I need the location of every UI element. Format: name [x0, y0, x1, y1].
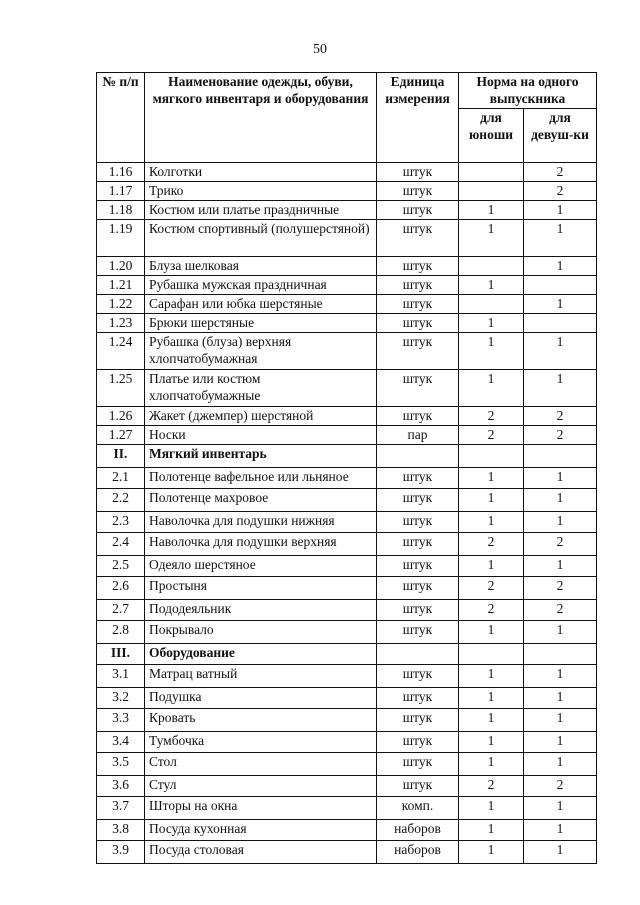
cell-norm-girls: 2: [524, 426, 597, 445]
cell-number: 3.1: [97, 665, 145, 688]
cell-item-name: Тумбочка: [145, 732, 377, 753]
cell-unit: штук: [377, 688, 459, 709]
cell-unit: [377, 445, 459, 468]
cell-norm-boys: 1: [459, 468, 524, 489]
cell-norm-boys: 2: [459, 776, 524, 797]
cell-norm-girls: 2: [524, 776, 597, 797]
cell-item-name: Шторы на окна: [145, 797, 377, 820]
cell-number: 1.18: [97, 201, 145, 220]
table-row: [97, 489, 597, 512]
header-unit: Единица измерения: [377, 73, 459, 163]
table-row: [97, 512, 597, 533]
cell-item-name: Наволочка для подушки верхняя: [145, 533, 377, 556]
cell-item-name: Стул: [145, 776, 377, 797]
cell-item-name: Одеяло шерстяное: [145, 556, 377, 577]
table-row: [97, 732, 597, 753]
cell-norm-boys: 2: [459, 533, 524, 556]
header-norm: Норма на одного выпускника: [459, 73, 597, 109]
cell-norm-girls: 1: [524, 257, 597, 276]
cell-unit: наборов: [377, 820, 459, 841]
cell-item-name: Полотенце махровое: [145, 489, 377, 512]
cell-number: 2.1: [97, 468, 145, 489]
cell-norm-girls: [524, 644, 597, 665]
table-row: [97, 468, 597, 489]
cell-norm-boys: 1: [459, 489, 524, 512]
cell-norm-boys: 2: [459, 600, 524, 621]
cell-number: 1.25: [97, 370, 145, 407]
cell-norm-girls: 1: [524, 370, 597, 407]
cell-unit: штук: [377, 709, 459, 732]
table-row: [97, 665, 597, 688]
cell-number: 2.2: [97, 489, 145, 512]
inventory-table: [96, 72, 597, 864]
cell-norm-boys: 1: [459, 220, 524, 257]
cell-number: 1.16: [97, 163, 145, 182]
cell-unit: штук: [377, 577, 459, 600]
cell-norm-boys: 1: [459, 512, 524, 533]
cell-norm-boys: [459, 182, 524, 201]
cell-number: 3.4: [97, 732, 145, 753]
cell-norm-girls: 1: [524, 295, 597, 314]
cell-item-name: Платье или костюм хлопчатобумажные: [145, 370, 377, 407]
table-row: [97, 333, 597, 370]
cell-norm-girls: 2: [524, 163, 597, 182]
cell-unit: штук: [377, 257, 459, 276]
page-number: 50: [313, 42, 327, 57]
cell-number: 1.24: [97, 333, 145, 370]
cell-norm-boys: 1: [459, 841, 524, 864]
table-row: [97, 220, 597, 257]
cell-number: 1.23: [97, 314, 145, 333]
cell-norm-boys: 1: [459, 314, 524, 333]
cell-norm-boys: 1: [459, 688, 524, 709]
table-row: [97, 257, 597, 276]
cell-norm-boys: 1: [459, 333, 524, 370]
cell-number: 1.17: [97, 182, 145, 201]
cell-norm-boys: [459, 295, 524, 314]
cell-item-name: Брюки шерстяные: [145, 314, 377, 333]
cell-norm-boys: [459, 445, 524, 468]
cell-number: 3.5: [97, 753, 145, 776]
cell-unit: штук: [377, 489, 459, 512]
table-row: [97, 407, 597, 426]
cell-norm-boys: [459, 163, 524, 182]
cell-unit: штук: [377, 333, 459, 370]
cell-unit: штук: [377, 533, 459, 556]
cell-norm-boys: [459, 644, 524, 665]
table-row: [97, 600, 597, 621]
cell-number: 1.26: [97, 407, 145, 426]
cell-norm-boys: 1: [459, 753, 524, 776]
cell-unit: штук: [377, 314, 459, 333]
cell-norm-girls: 2: [524, 600, 597, 621]
cell-norm-girls: 1: [524, 489, 597, 512]
table-body: [97, 163, 597, 864]
cell-norm-boys: 1: [459, 621, 524, 644]
cell-norm-girls: 1: [524, 556, 597, 577]
cell-norm-girls: 1: [524, 841, 597, 864]
table-row: [97, 709, 597, 732]
table-row: [97, 841, 597, 864]
table-row: [97, 370, 597, 407]
cell-unit: штук: [377, 512, 459, 533]
cell-norm-girls: 2: [524, 577, 597, 600]
cell-number: 3.3: [97, 709, 145, 732]
table-row: [97, 201, 597, 220]
cell-number: III.: [97, 644, 145, 665]
cell-number: 3.2: [97, 688, 145, 709]
cell-item-name: Блуза шелковая: [145, 257, 377, 276]
cell-number: 2.7: [97, 600, 145, 621]
cell-number: 2.4: [97, 533, 145, 556]
table-row: [97, 797, 597, 820]
cell-item-name: Стол: [145, 753, 377, 776]
table-row: [97, 820, 597, 841]
cell-item-name: Колготки: [145, 163, 377, 182]
cell-norm-boys: 1: [459, 797, 524, 820]
cell-item-name: Носки: [145, 426, 377, 445]
cell-norm-girls: 1: [524, 333, 597, 370]
cell-norm-boys: 1: [459, 665, 524, 688]
cell-norm-boys: 2: [459, 407, 524, 426]
cell-number: 2.5: [97, 556, 145, 577]
table-row: [97, 577, 597, 600]
cell-norm-girls: 2: [524, 407, 597, 426]
cell-norm-girls: 1: [524, 468, 597, 489]
cell-item-name: Рубашка мужская праздничная: [145, 276, 377, 295]
cell-norm-girls: [524, 445, 597, 468]
cell-item-name: Полотенце вафельное или льняное: [145, 468, 377, 489]
cell-unit: штук: [377, 276, 459, 295]
cell-norm-girls: 1: [524, 621, 597, 644]
header-name: Наименование одежды, обуви, мягкого инвентаря и оборудования: [145, 73, 377, 163]
table-row: [97, 182, 597, 201]
cell-unit: штук: [377, 163, 459, 182]
cell-unit: пар: [377, 426, 459, 445]
cell-unit: штук: [377, 220, 459, 257]
cell-norm-girls: 1: [524, 709, 597, 732]
cell-item-name: Оборудование: [145, 644, 377, 665]
table-row: [97, 688, 597, 709]
cell-norm-boys: 1: [459, 556, 524, 577]
cell-norm-boys: 2: [459, 426, 524, 445]
cell-norm-boys: 1: [459, 732, 524, 753]
cell-norm-boys: [459, 257, 524, 276]
cell-norm-girls: 1: [524, 797, 597, 820]
table-row: [97, 314, 597, 333]
cell-norm-boys: 2: [459, 577, 524, 600]
table-row: [97, 776, 597, 797]
cell-item-name: Трико: [145, 182, 377, 201]
cell-norm-girls: [524, 314, 597, 333]
cell-unit: штук: [377, 201, 459, 220]
cell-number: 1.21: [97, 276, 145, 295]
table-row: [97, 556, 597, 577]
cell-unit: [377, 644, 459, 665]
header-boys: для юноши: [459, 109, 524, 163]
cell-unit: штук: [377, 370, 459, 407]
cell-unit: штук: [377, 776, 459, 797]
cell-norm-boys: 1: [459, 709, 524, 732]
cell-item-name: Посуда кухонная: [145, 820, 377, 841]
cell-item-name: Рубашка (блуза) верхняя хлопчатобумажная: [145, 333, 377, 370]
cell-norm-girls: 1: [524, 201, 597, 220]
cell-unit: штук: [377, 753, 459, 776]
cell-item-name: Кровать: [145, 709, 377, 732]
table-row: [97, 753, 597, 776]
cell-norm-girls: 2: [524, 182, 597, 201]
cell-unit: штук: [377, 556, 459, 577]
cell-unit: штук: [377, 407, 459, 426]
table-row: [97, 426, 597, 445]
table-row: [97, 533, 597, 556]
cell-item-name: Мягкий инвентарь: [145, 445, 377, 468]
header-girls: для девуш-ки: [524, 109, 597, 163]
cell-norm-girls: 2: [524, 533, 597, 556]
cell-item-name: Сарафан или юбка шерстяные: [145, 295, 377, 314]
cell-norm-girls: 1: [524, 753, 597, 776]
cell-number: 2.8: [97, 621, 145, 644]
cell-norm-girls: 1: [524, 732, 597, 753]
cell-number: 2.6: [97, 577, 145, 600]
cell-number: 1.27: [97, 426, 145, 445]
cell-item-name: Матрац ватный: [145, 665, 377, 688]
cell-number: 1.22: [97, 295, 145, 314]
table-row: [97, 295, 597, 314]
cell-unit: штук: [377, 621, 459, 644]
cell-norm-girls: 1: [524, 820, 597, 841]
cell-number: 3.9: [97, 841, 145, 864]
cell-unit: штук: [377, 665, 459, 688]
table-header: [97, 73, 597, 163]
cell-unit: штук: [377, 295, 459, 314]
cell-norm-girls: 1: [524, 512, 597, 533]
cell-unit: наборов: [377, 841, 459, 864]
cell-item-name: Пододеяльник: [145, 600, 377, 621]
cell-norm-girls: 1: [524, 220, 597, 257]
cell-unit: штук: [377, 182, 459, 201]
cell-number: 2.3: [97, 512, 145, 533]
cell-item-name: Костюм спортивный (полушерстяной): [145, 220, 377, 257]
cell-item-name: Покрывало: [145, 621, 377, 644]
cell-number: II.: [97, 445, 145, 468]
cell-item-name: Наволочка для подушки нижняя: [145, 512, 377, 533]
cell-norm-boys: 1: [459, 201, 524, 220]
cell-number: 3.7: [97, 797, 145, 820]
cell-unit: штук: [377, 468, 459, 489]
cell-item-name: Костюм или платье праздничные: [145, 201, 377, 220]
cell-item-name: Посуда столовая: [145, 841, 377, 864]
cell-unit: штук: [377, 732, 459, 753]
table-row: [97, 276, 597, 295]
table-row: [97, 163, 597, 182]
cell-norm-boys: 1: [459, 276, 524, 295]
cell-number: 1.20: [97, 257, 145, 276]
section-row: [97, 644, 597, 665]
cell-item-name: Подушка: [145, 688, 377, 709]
cell-norm-boys: 1: [459, 820, 524, 841]
cell-item-name: Жакет (джемпер) шерстяной: [145, 407, 377, 426]
cell-norm-girls: [524, 276, 597, 295]
header-num: № п/п: [97, 73, 145, 163]
section-row: [97, 445, 597, 468]
cell-norm-girls: 1: [524, 665, 597, 688]
cell-norm-girls: 1: [524, 688, 597, 709]
cell-number: 1.19: [97, 220, 145, 257]
cell-number: 3.6: [97, 776, 145, 797]
table-row: [97, 621, 597, 644]
cell-norm-boys: 1: [459, 370, 524, 407]
cell-unit: комп.: [377, 797, 459, 820]
cell-unit: штук: [377, 600, 459, 621]
cell-item-name: Простыня: [145, 577, 377, 600]
cell-number: 3.8: [97, 820, 145, 841]
